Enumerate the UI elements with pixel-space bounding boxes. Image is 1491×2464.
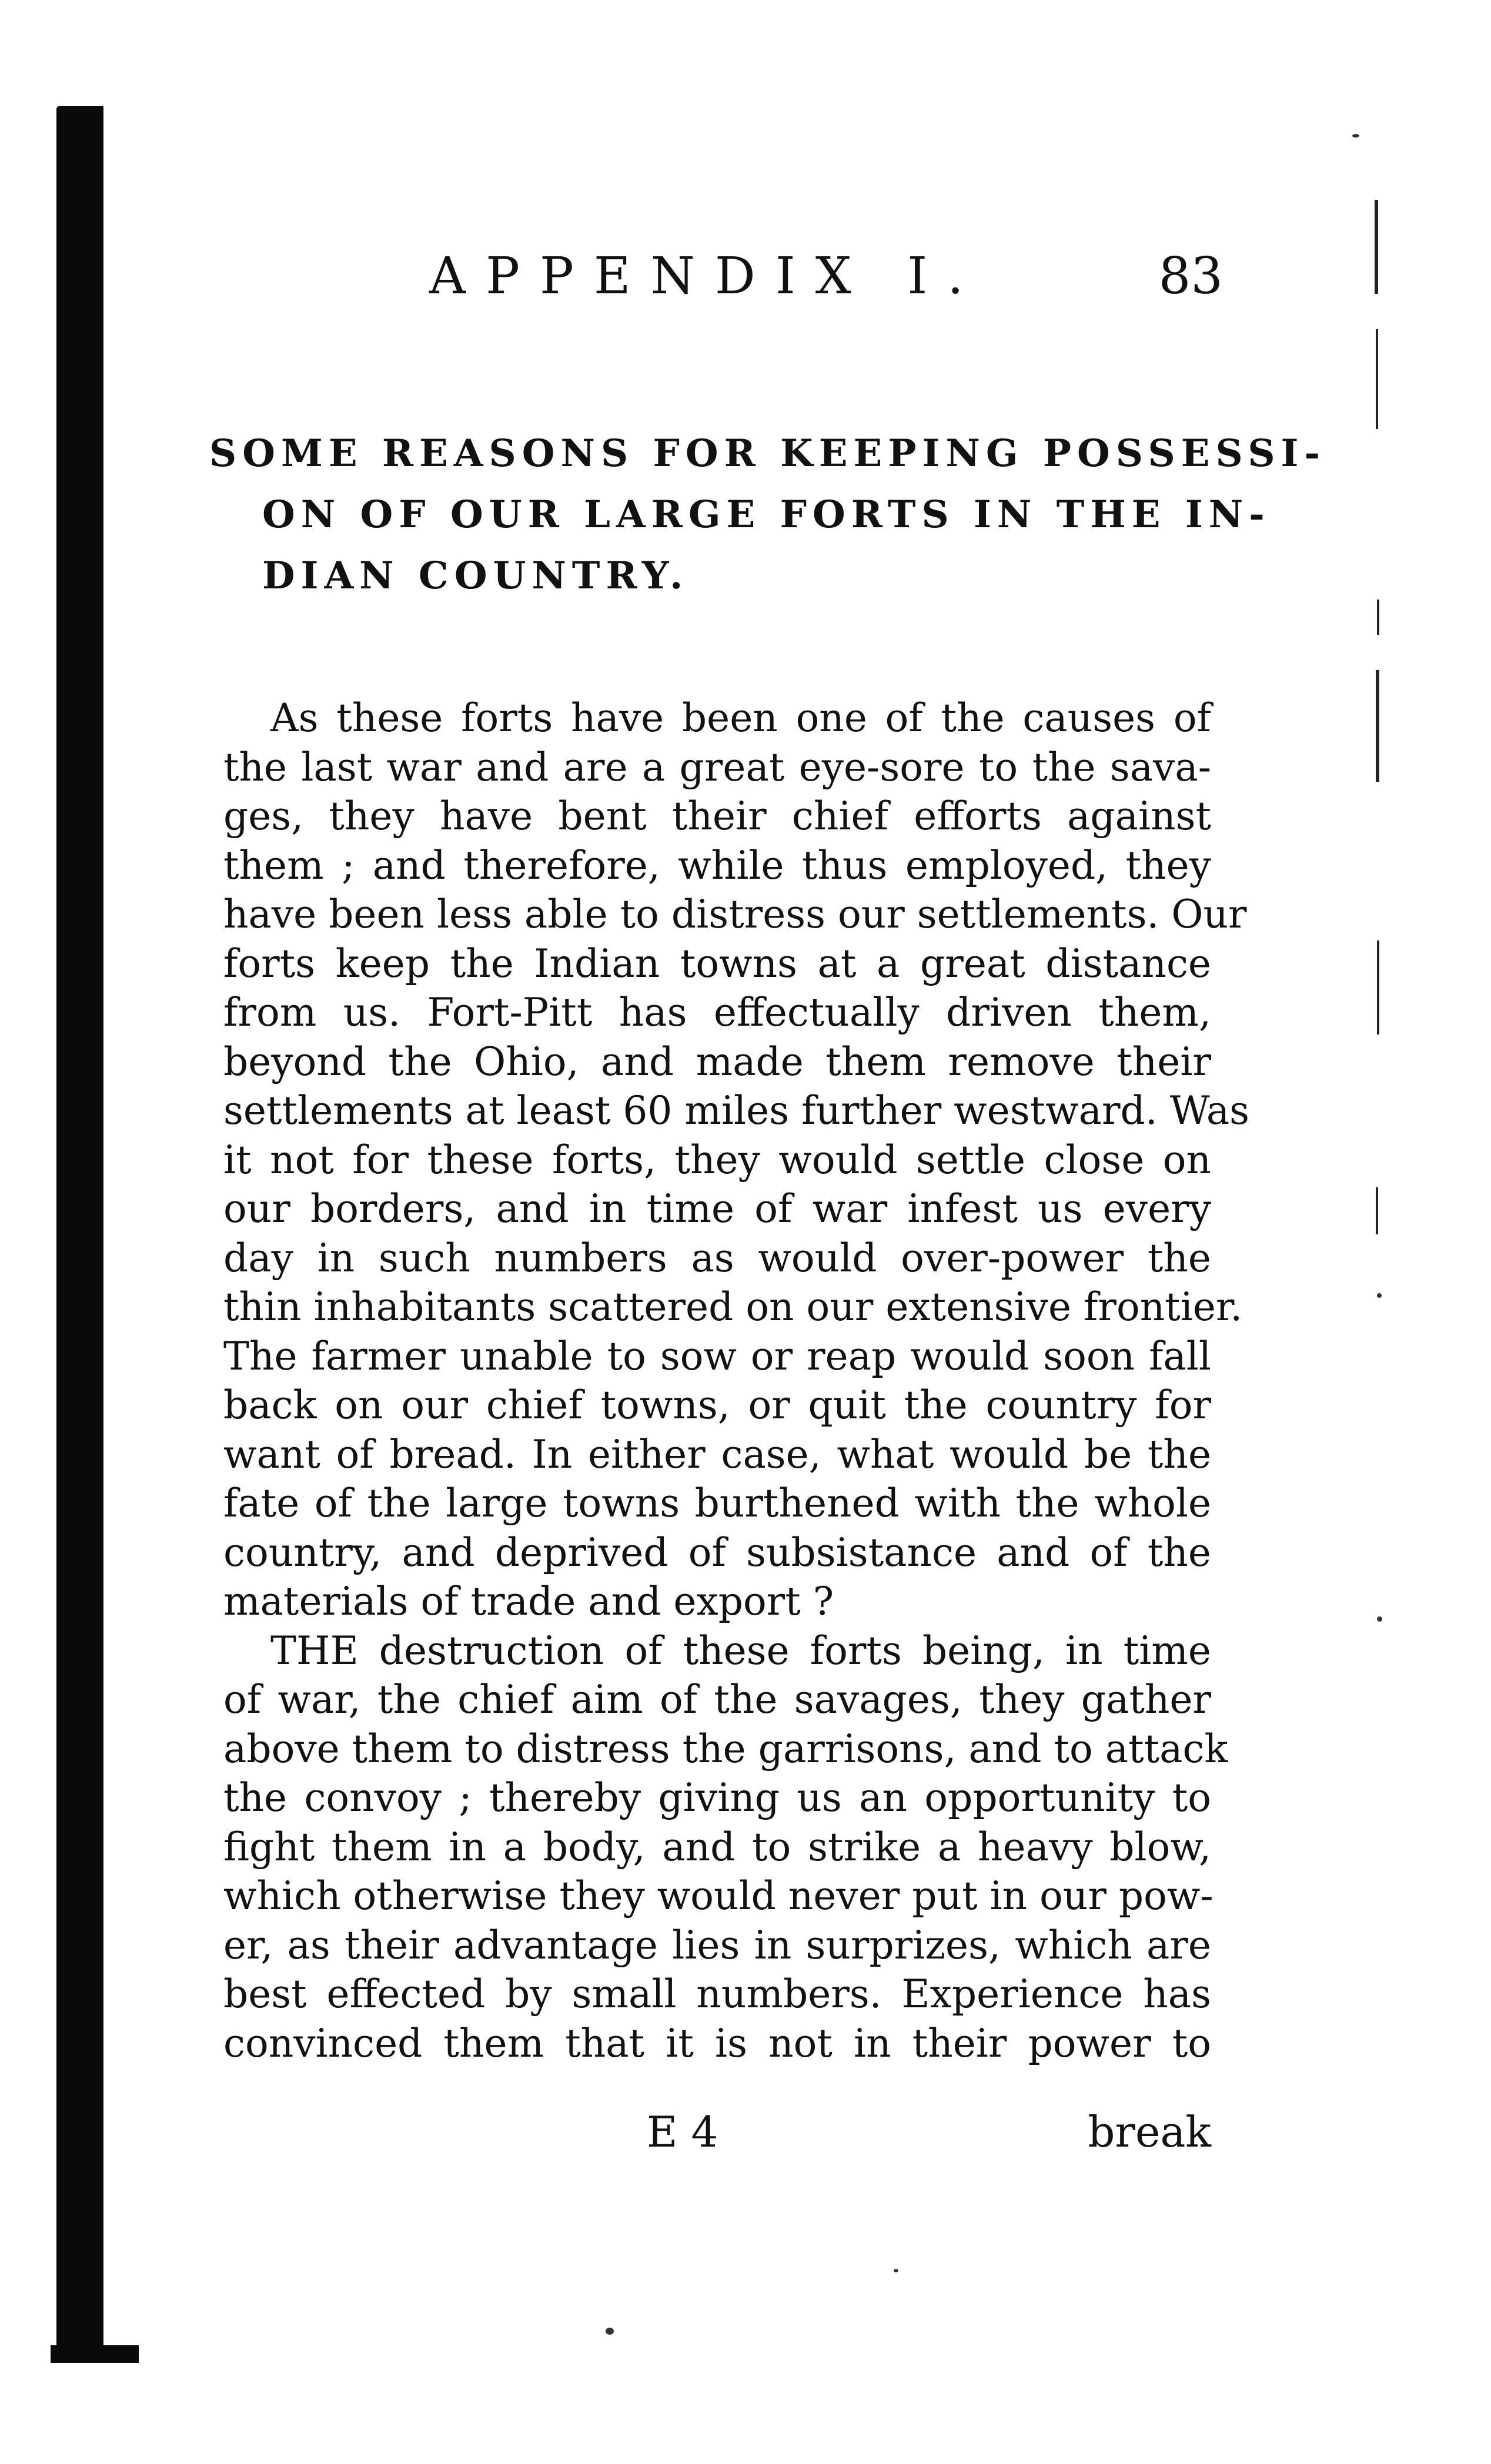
text-line: the last war and are a great eye-sore to the sava- xyxy=(223,744,1211,790)
text-line: best effected by small numbers. Experience has xyxy=(223,1971,1211,2017)
text-line: it not for these forts, they would settle close on xyxy=(223,1137,1211,1183)
page-footer xyxy=(647,2107,1211,2160)
heading-line: DIAN COUNTRY. xyxy=(262,554,689,598)
text-line: As these forts have been one of the causes of xyxy=(270,695,1211,741)
signature-mark: E 4 xyxy=(647,2107,718,2157)
text-line: from us. Fort-Pitt has effectually driven them, xyxy=(223,990,1211,1035)
scan-speck xyxy=(1377,1616,1382,1622)
text-line: fate of the large towns burthened with the whole xyxy=(223,1481,1211,1526)
heading-line: SOME REASONS FOR KEEPING POSSESSI- xyxy=(209,431,1326,476)
text-line: thin inhabitants scattered on our extensive frontier. xyxy=(223,1284,1243,1330)
scan-edge-mark xyxy=(1376,670,1379,782)
scan-speck xyxy=(894,2269,898,2272)
text-line: forts keep the Indian towns at a great distance xyxy=(223,940,1211,986)
scan-edge-mark xyxy=(1377,600,1379,635)
text-line: have been less able to distress our settlements. Our xyxy=(223,892,1247,937)
scan-speck xyxy=(1377,1293,1382,1298)
text-line: THE destruction of these forts being, in time xyxy=(270,1628,1211,1673)
paragraph-2 xyxy=(223,1626,1228,2068)
body-text xyxy=(223,694,1250,2068)
text-line: our borders, and in time of war infest us every xyxy=(223,1186,1211,1231)
catchword: break xyxy=(1088,2107,1211,2157)
text-line: beyond the Ohio, and made them remove their xyxy=(223,1039,1211,1084)
scan-edge-mark xyxy=(1375,200,1378,294)
text-line: above them to distress the garrisons, and to attack xyxy=(223,1726,1228,1772)
running-head xyxy=(200,247,1246,317)
page-number: 83 xyxy=(1158,247,1223,306)
text-line: country, and deprived of subsistance and of the xyxy=(223,1529,1211,1575)
text-line: ges, they have bent their chief efforts against xyxy=(223,794,1211,839)
scan-speck xyxy=(606,2328,614,2335)
text-line: er, as their advantage lies in surprizes, which are xyxy=(223,1922,1211,1968)
section-heading xyxy=(209,423,1326,607)
text-line: day in such numbers as would over-power the xyxy=(223,1235,1211,1281)
text-line: The farmer unable to sow or reap would soon fall xyxy=(223,1333,1211,1379)
scan-speck xyxy=(1352,134,1359,138)
paragraph-1 xyxy=(223,694,1250,1626)
text-line: materials of trade and export ? xyxy=(223,1579,834,1624)
text-line: back on our chief towns, or quit the country for xyxy=(223,1382,1211,1428)
running-head-title: APPENDIX I. xyxy=(429,247,984,306)
scan-edge-mark xyxy=(1376,1187,1378,1234)
book-binding-shadow-foot xyxy=(51,2345,139,2363)
text-line: convinced them that it is not in their power to xyxy=(223,2020,1211,2066)
text-line: fight them in a body, and to strike a heavy blow, xyxy=(223,1824,1211,1870)
text-line: want of bread. In either case, what would be the xyxy=(223,1431,1211,1477)
scan-edge-mark xyxy=(1376,329,1378,429)
book-binding-shadow xyxy=(56,106,103,2363)
text-line: them ; and therefore, while thus employed, they xyxy=(223,842,1211,888)
heading-line: ON OF OUR LARGE FORTS IN THE IN- xyxy=(262,493,1271,537)
text-line: the convoy ; thereby giving us an opportunity to xyxy=(223,1775,1211,1820)
text-line: settlements at least 60 miles further westward. Was xyxy=(223,1088,1250,1133)
text-line: of war, the chief aim of the savages, they gather xyxy=(223,1677,1211,1722)
scan-edge-mark xyxy=(1377,940,1379,1035)
text-line: which otherwise they would never put in our pow- xyxy=(223,1873,1213,1919)
